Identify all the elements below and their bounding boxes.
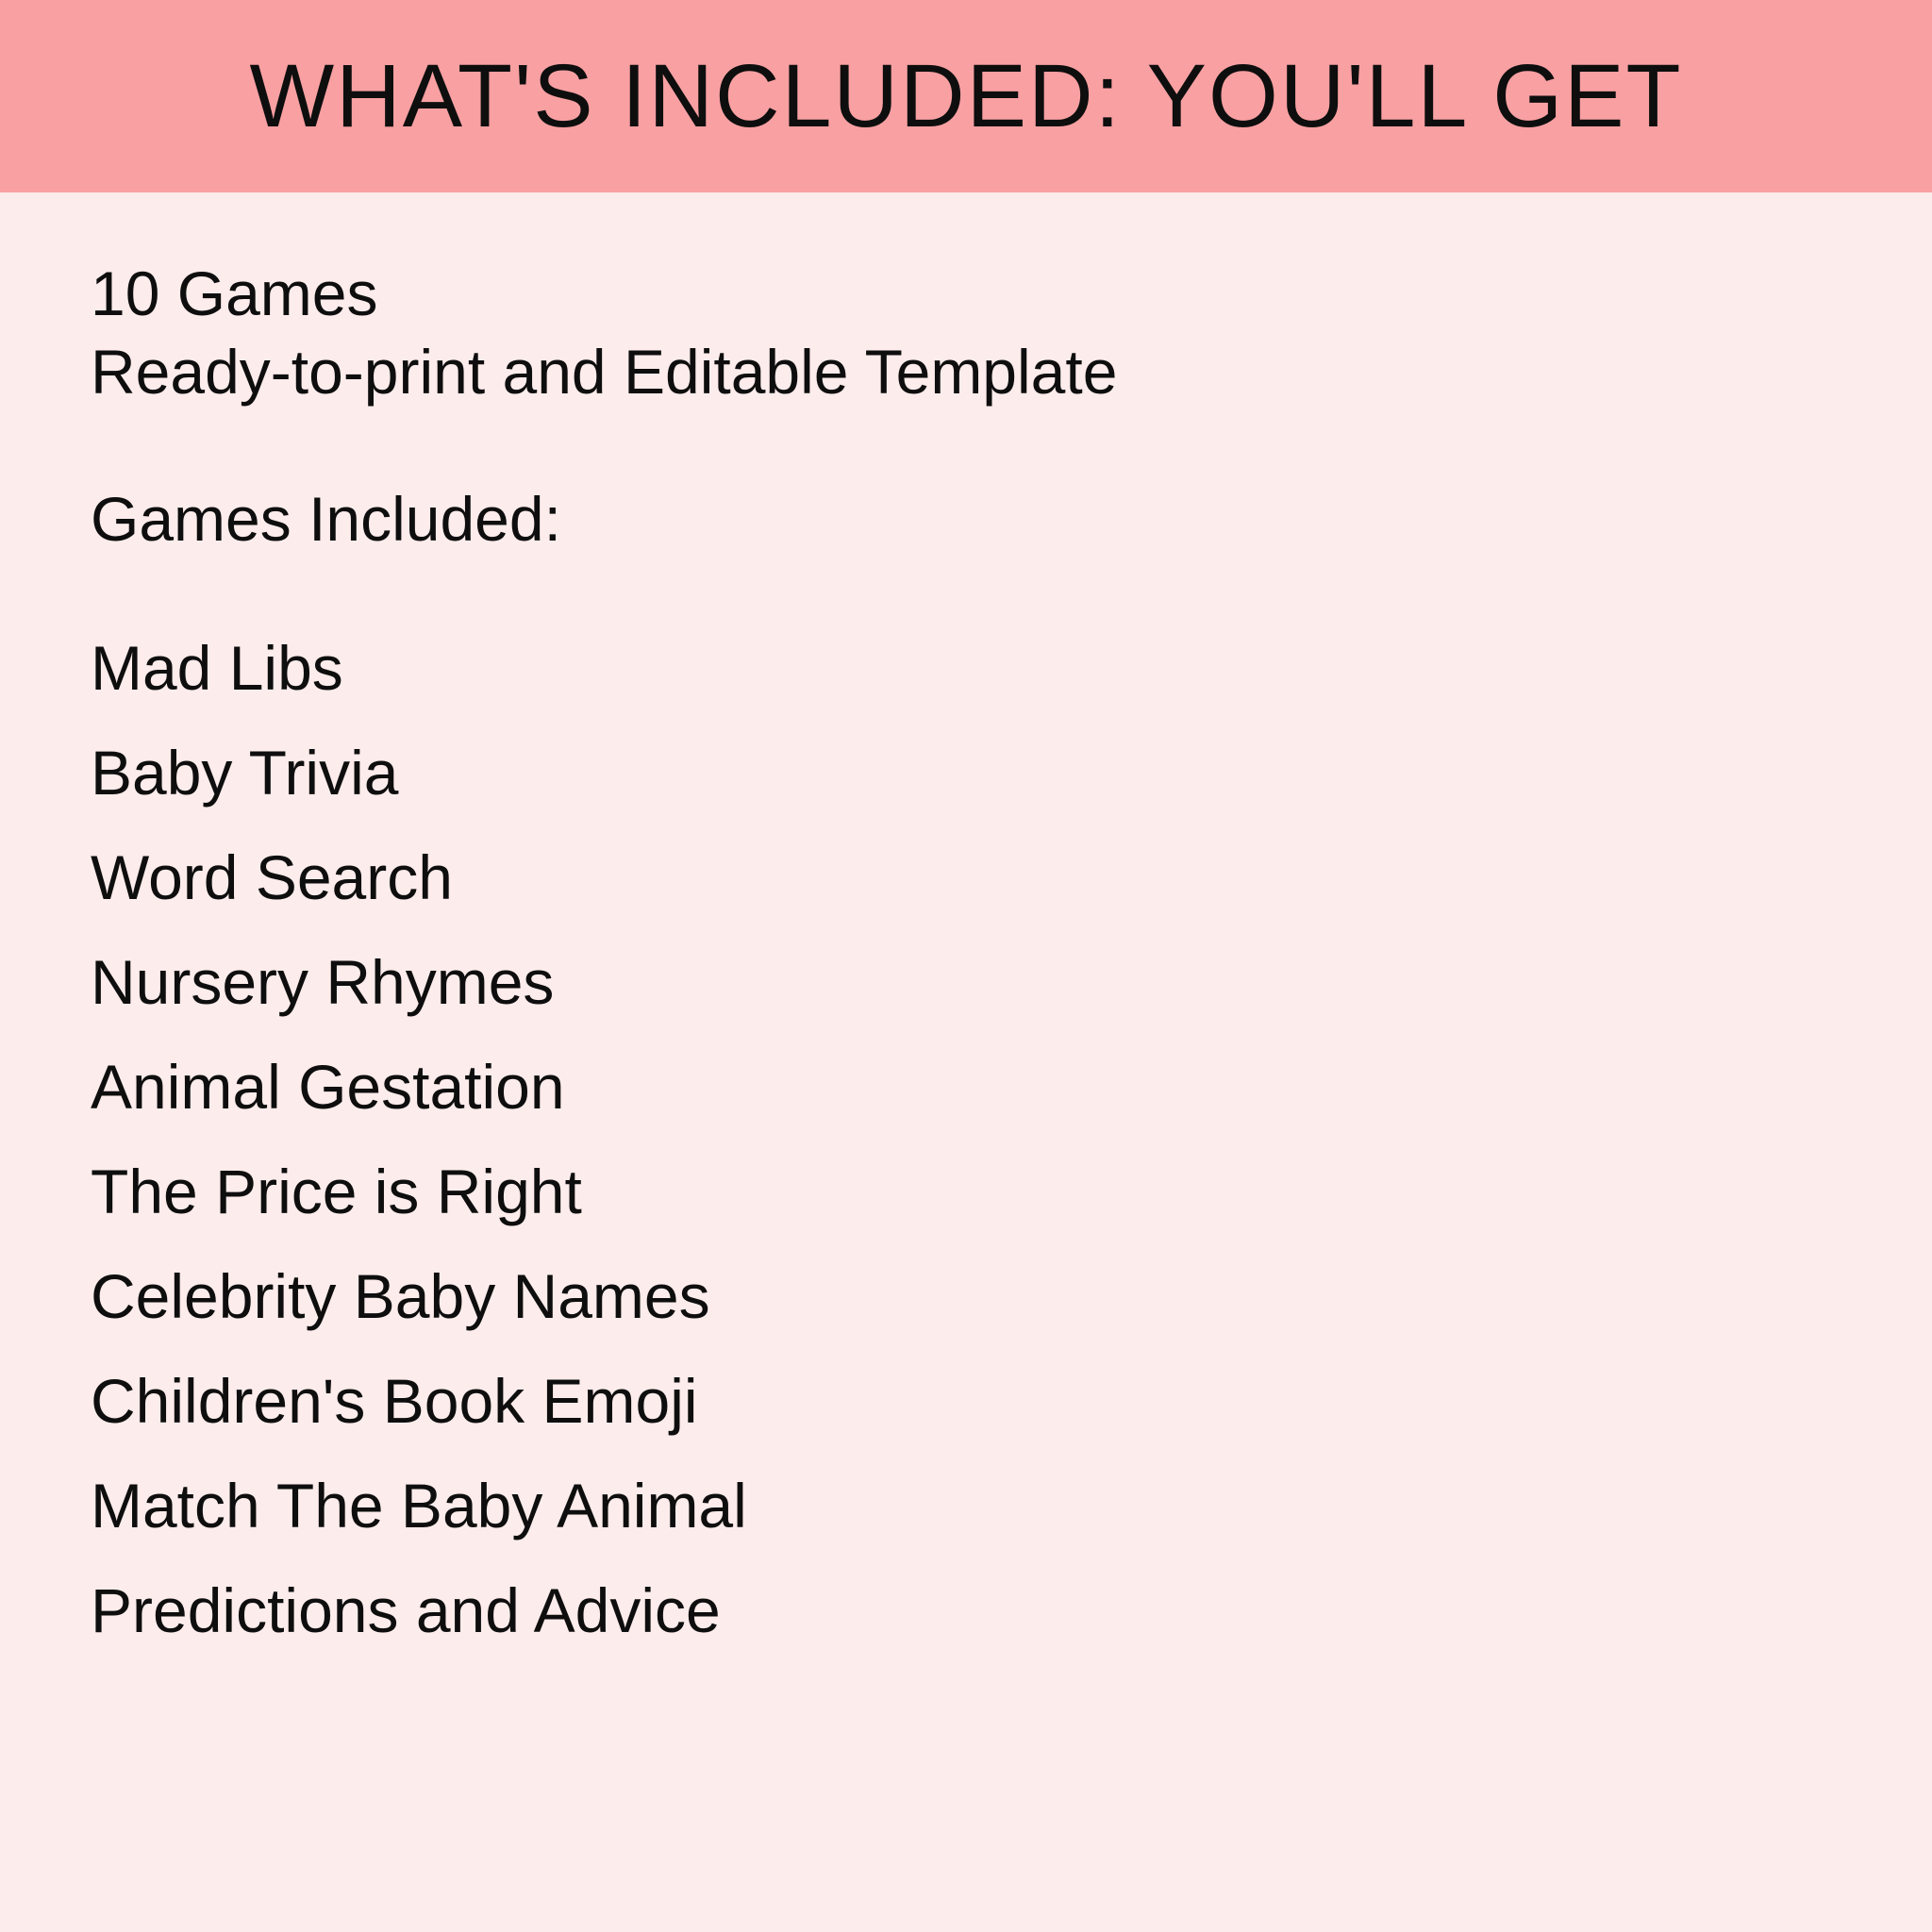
page-title: WHAT'S INCLUDED: YOU'LL GET (249, 45, 1683, 146)
intro-line-template: Ready-to-print and Editable Template (91, 337, 1118, 407)
game-list-item: The Price is Right (91, 1157, 582, 1226)
game-list-item: Children's Book Emoji (91, 1366, 698, 1436)
intro-line-games-count: 10 Games (91, 258, 378, 328)
game-list-item: Word Search (91, 842, 453, 912)
game-list-item: Nursery Rhymes (91, 947, 555, 1017)
game-list-item: Match The Baby Animal (91, 1471, 747, 1541)
game-list-item: Predictions and Advice (91, 1575, 721, 1645)
game-list-item: Baby Trivia (91, 738, 399, 808)
section-label-games-included: Games Included: (91, 484, 561, 554)
game-list-item: Animal Gestation (91, 1052, 565, 1122)
games-list (91, 616, 1857, 1663)
content (0, 192, 1932, 1663)
game-list-item: Celebrity Baby Names (91, 1261, 710, 1331)
game-list-item: Mad Libs (91, 633, 343, 703)
header-banner (0, 0, 1932, 192)
